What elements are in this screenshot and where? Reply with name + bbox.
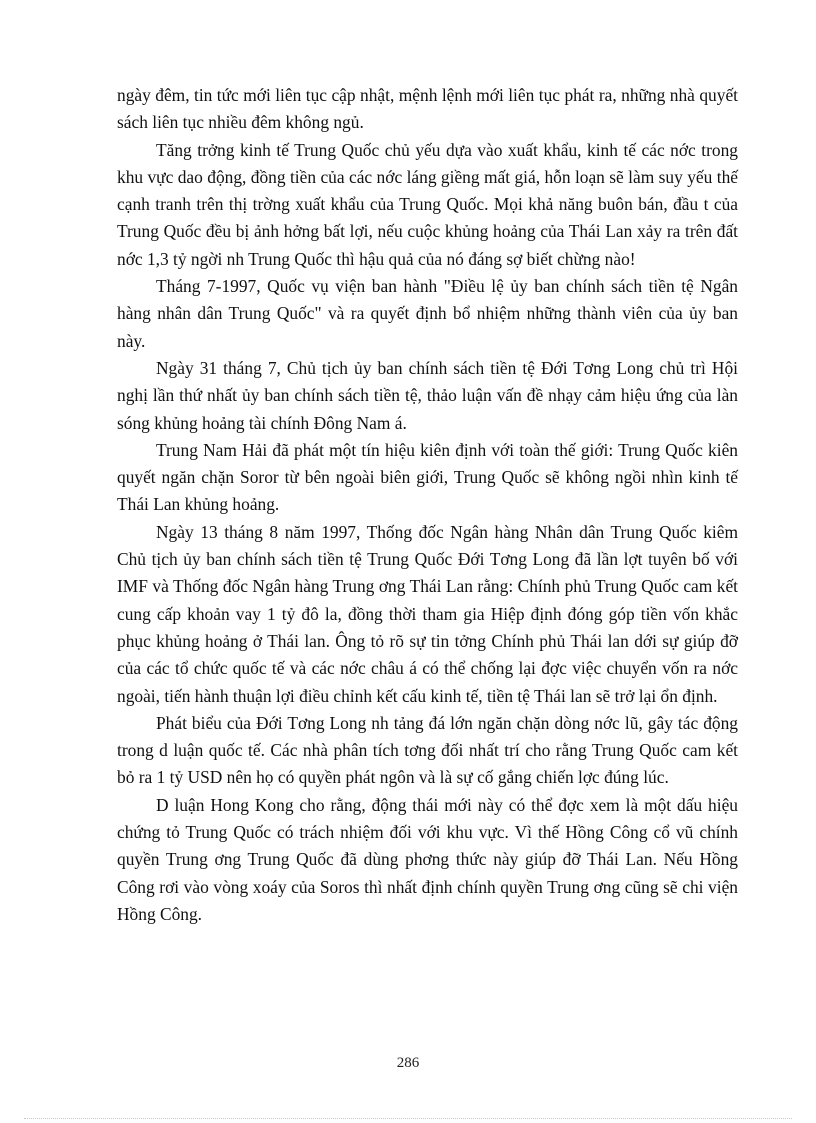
paragraph: D luận Hong Kong cho rằng, động thái mới này có thể đợc xem là một dấu hiệu chứng tỏ Trung Quốc có trách nhiệm đối với khu vực. Vì thế Hồng Công cổ vũ chính quyền Trung ơng Trung Quốc đã dùng phơng thức này giúp đỡ Thái Lan. Nếu Hồng Công rơi vào vòng xoáy của Soros thì nhất định chính quyền Trung ơng cũng sẽ chi viện Hồng Công. xyxy=(117,794,738,924)
paragraph: Ngày 31 tháng 7, Chủ tịch ủy ban chính sách tiền tệ Đới Tơng Long chủ trì Hội nghị lần thứ nhất ủy ban chính sách tiền tệ, thảo luận vấn đề nhạy cảm hiệu ứng của làn sóng khủng hoảng tài chính Đông Nam á. xyxy=(117,357,738,433)
paragraph: ngày đêm, tin tức mới liên tục cập nhật, mệnh lệnh mới liên tục phát ra, những nhà quyết sách liên tục nhiều đêm không ngủ. xyxy=(117,85,738,133)
paragraph: Ngày 13 tháng 8 năm 1997, Thống đốc Ngân hàng Nhân dân Trung Quốc kiêm Chủ tịch ủy ban chính sách tiền tệ Trung Quốc Đới Tơng Long đã lần lợt tuyên bố với IMF và Thống đốc Ngân hàng Trung ơng Thái Lan rằng: Chính phủ Trung Quốc cam kết cung cấp khoản vay 1 tỷ đô la, đồng thời tham gia Hiệp định đóng góp tiền vốn khắc phục khủng hoảng ở Thái lan. Ông tỏ rõ sự tin tởng Chính phủ Thái lan dới sự giúp đỡ của các tổ chức quốc tế và các nớc châu á có thể chống lại đợc việc chuyển vốn ra nớc ngoài, tiến hành thuận lợi điều chỉnh kết cấu kinh tế, tiền tệ Thái lan sẽ trở lại ổn định. xyxy=(117,521,738,706)
paragraph: Trung Nam Hải đã phát một tín hiệu kiên định với toàn thế giới: Trung Quốc kiên quyết ngăn chặn Soror từ bên ngoài biên giới, Trung Quốc sẽ không ngồi nhìn kinh tế Thái Lan khủng hoảng. xyxy=(117,439,738,515)
paragraph: Tháng 7-1997, Quốc vụ viện ban hành "Điều lệ ủy ban chính sách tiền tệ Ngân hàng nhân dân Trung Quốc" và ra quyết định bổ nhiệm những thành viên của ủy ban này. xyxy=(117,276,738,351)
page-bottom-divider xyxy=(24,1118,792,1119)
document-body xyxy=(117,82,738,928)
paragraph: Tăng trởng kinh tế Trung Quốc chủ yếu dựa vào xuất khẩu, kinh tế các nớc trong khu vực dao động, đồng tiền của các nớc láng giềng mất giá, hỗn loạn sẽ làm suy yếu thế cạnh tranh trên thị trờng xuất khẩu của Trung Quốc. Mọi khả năng buôn bán, đầu t của Trung Quốc đều bị ảnh hởng bất lợi, nếu cuộc khủng hoảng của Thái Lan xảy ra trên đất nớc 1,3 tỷ ngời nh Trung Quốc thì hậu quả của nó đáng sợ biết chừng nào! xyxy=(117,139,738,269)
page-number: 286 xyxy=(396,1055,420,1071)
paragraph: Phát biểu của Đới Tơng Long nh tảng đá lớn ngăn chặn dòng nớc lũ, gây tác động trong d luận quốc tế. Các nhà phân tích tơng đối nhất trí cho rằng Trung Quốc cam kết bỏ ra 1 tỷ USD nên họ có quyền phát ngôn và là sự cố gắng chiến lợc đúng lúc. xyxy=(117,712,738,788)
